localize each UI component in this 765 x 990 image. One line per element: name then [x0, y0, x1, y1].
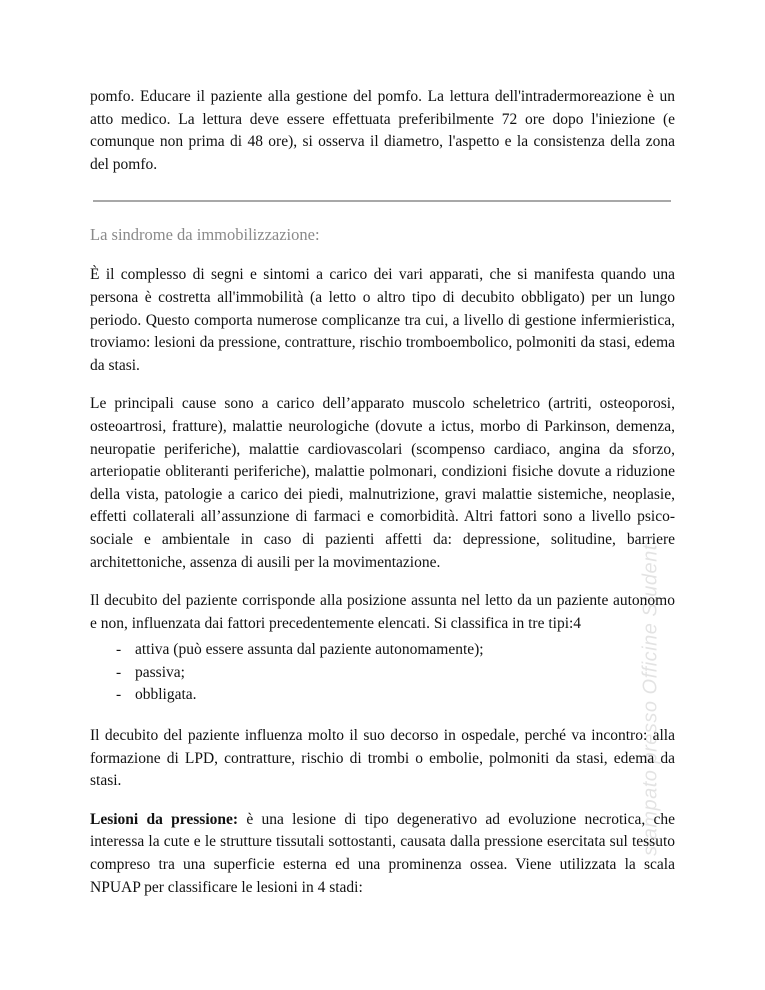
dash-bullet: - [116, 686, 122, 704]
list-item [90, 639, 675, 662]
list-item-text: attiva (può essere assunta dal paziente autonomamente); [135, 641, 484, 659]
list-item [90, 662, 675, 685]
list-item-text: obbligata. [135, 686, 197, 704]
dash-bullet: - [116, 641, 122, 659]
lesioni-text: è una lesione di tipo degenerativo ad evoluzione necrotica, che interessa la cute e le strutture tissutali sottostanti, causata dalla pressione esercitata sul tessuto compreso tra una superficie esterna ed una prominenza ossea. Viene utilizzata la scala NPUAP per classificare le lesioni in 4 stadi: [90, 810, 675, 896]
paragraph-causes: Le principali cause sono a carico dell’apparato muscolo scheletrico (artriti, osteoporosi, osteoartrosi, fratture), malattie neurologiche (dovute a ictus, morbo di Parkinson, demenza, neuropatie periferiche), malattie cardiovascolari (scompenso cardiaco, angina da sforzo, arteriopatie obliteranti periferiche), malattie polmonari, condizioni fisiche dovute a riduzione della vista, patologie a carico dei piedi, malnutrizione, gravi malattie sistemiche, neoplasie, effetti collaterali all’assunzione di farmaci e comorbidità. Altri fattori sono a livello psico-sociale e ambientale in caso di pazienti affetti da: depressione, solitudine, barriere architettoniche, assenza di ausili per la movimentazione. [90, 395, 675, 571]
paragraph-lesioni [90, 809, 675, 899]
list-item-text: passiva; [135, 663, 185, 681]
paragraph-decorso: Il decubito del paziente influenza molto il suo decorso in ospedale, perché va incontro: alla formazione di LPD, contratture, rischio di trombi o embolie, polmoniti da stasi, edema da stasi. [90, 727, 675, 790]
document-page [90, 86, 675, 899]
lesioni-heading: Lesioni da pressione: [90, 810, 239, 828]
watermark-text: stampato presso Officine Student [639, 544, 662, 856]
decubito-type-list [90, 639, 675, 707]
dash-bullet: - [116, 663, 122, 681]
paragraph-decubito: Il decubito del paziente corrisponde alla posizione assunta nel letto da un paziente autonomo e non, influenzata dai fattori precedentemente elencati. Si classifica in tre tipi:4 [90, 592, 675, 632]
paragraph-intro: pomfo. Educare il paziente alla gestione del pomfo. La lettura dell'intradermoreazione è un atto medico. La lettura deve essere effettuata preferibilmente 72 ore dopo l'iniezione (e comunque non prima di 48 ore), si osserva il diametro, l'aspetto e la consistenza della zona del pomfo. [90, 88, 675, 173]
paragraph-definition: È il complesso di segni e sintomi a carico dei vari apparati, che si manifesta quando una persona è costretta all'immobilità (a letto o altro tipo di decubito obbligato) per un lungo periodo. Questo comporta numerose complicanze tra cui, a livello di gestione infermieristica, troviamo: lesioni da pressione, contratture, rischio tromboembolico, polmoniti da stasi, edema da stasi. [90, 266, 675, 374]
horizontal-rule [93, 200, 671, 202]
section-title: La sindrome da immobilizzazione: [90, 225, 320, 245]
list-item [90, 684, 675, 707]
